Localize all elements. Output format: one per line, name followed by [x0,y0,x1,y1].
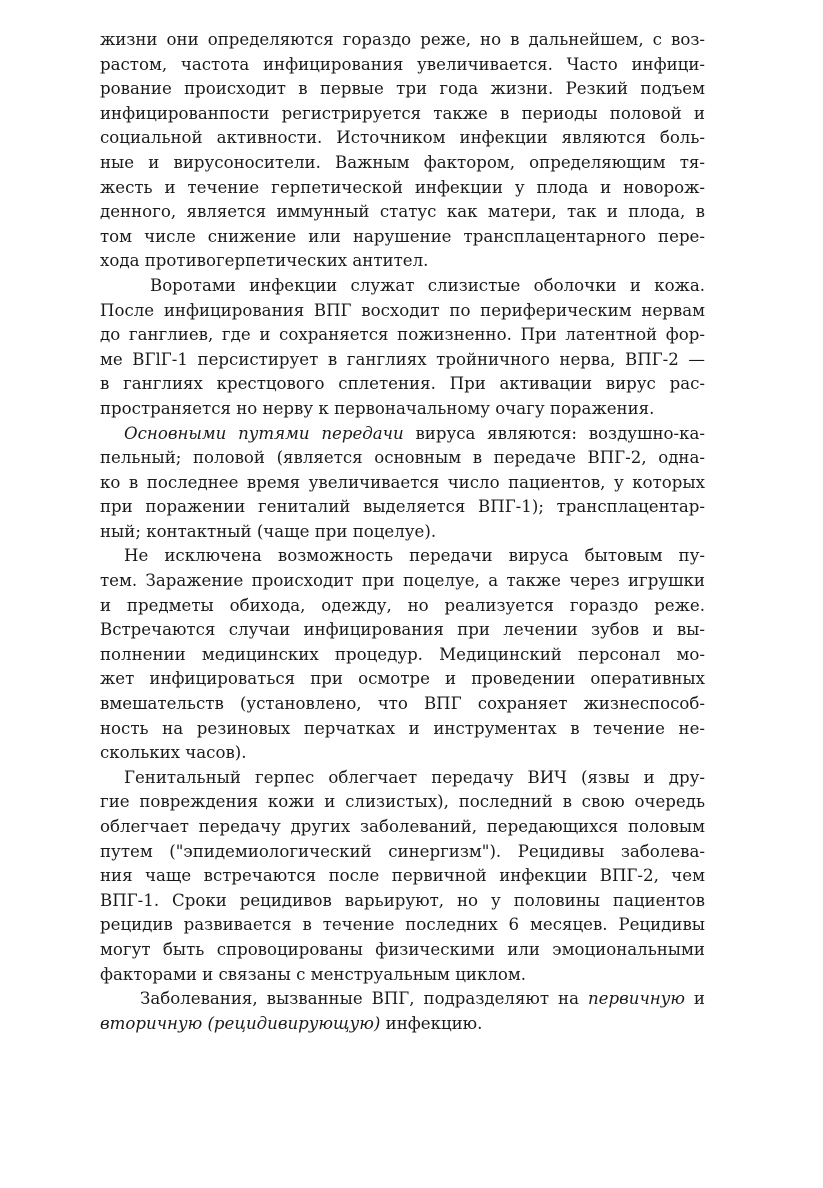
text-line: полнении медицинских процедур. Медицинский персонал мо- [100,644,705,664]
text-line: вмешательств (установлено, что ВПГ сохраняет жизнеспособ- [100,694,705,714]
text-line [100,987,705,1012]
text-line [100,422,705,447]
paragraph-4 [100,544,705,765]
text-line: могут быть спровоцированы физическими или эмоциональными [100,939,705,959]
paragraph-1 [100,28,705,274]
text-line: при поражении гениталий выделяется ВПГ-1); трансплацентар- [100,497,705,517]
text-line: тем. Заражение происходит при поцелуе, а также через игрушки [100,571,705,591]
paragraph-6 [100,987,705,1036]
text-line: рецидив развивается в течение последних 6 месяцев. Рецидивы [100,915,705,935]
text-line: социальной активности. Источником инфекции являются боль- [100,128,705,148]
text-line: рование происходит в первые три года жизни. Резкий подъем [100,79,705,99]
text-line: до ганглиев, где и сохраняется пожизненно. При латентной фор- [100,325,705,345]
paragraph-3 [100,422,705,545]
text-line: инфицированпости регистрируется также в периоды половой и [100,103,705,123]
text-line: растом, частота инфицирования увеличивается. Часто инфици- [100,54,705,74]
text-line: Воротами инфекции служат слизистые оболочки и кожа. [150,275,705,295]
text-fragment: инфекцию. [380,1013,483,1033]
text-line: пространяется но нерву к первоначальному очагу поражения. [100,398,655,418]
text-line: После инфицирования ВПГ восходит по периферическим нервам [100,300,705,320]
text-line: ность на резиновых перчатках и инструментах в течение не- [100,718,705,738]
paragraph-2 [100,274,705,422]
text-line: в ганглиях крестцового сплетения. При активации вирус рас- [100,374,705,394]
text-line: Генитальный герпес облегчает передачу ВИЧ (язвы и дру- [124,767,705,787]
text-line: пельный; половой (является основным в передаче ВПГ-2, одна- [100,448,705,468]
text-line: ме ВГlГ-1 персистирует в ганглиях тройничного нерва, ВПГ-2 — [100,349,705,369]
text-line: ния чаще встречаются после первичной инфекции ВПГ-2, чем [100,866,705,886]
text-line: скольких часов). [100,743,247,763]
text-line: жет инфицироваться при осмотре и проведении оперативных [100,669,705,689]
text-line: ный; контактный (чаще при поцелуе). [100,521,437,541]
italic-phrase: вторичную (рецидивирующую) [100,1013,381,1033]
text-line: Не исключена возможность передачи вируса бытовым пу- [124,546,705,566]
text-line: путем ("эпидемиологический синергизм"). Рецидивы заболева- [100,841,705,861]
text-line: том числе снижение или нарушение трансплацентарного пере- [100,226,705,246]
text-fragment: и [684,989,705,1009]
text-line: гие повреждения кожи и слизистых), последний в свою очередь [100,792,705,812]
text-line: облегчает передачу других заболеваний, передающихся половым [100,817,705,836]
text-line: факторами и связаны с менструальным циклом. [100,964,527,984]
text-line: хода противогерпетических антител. [100,251,429,271]
text-line: Встречаются случаи инфицирования при лечении зубов и вы- [100,620,705,640]
italic-phrase: Основными путями передачи [124,423,404,443]
text-fragment: Заболевания, вызванные ВПГ, подразделяют на [140,989,588,1009]
paragraph-5 [100,766,705,987]
text-line: и предметы обихода, одежду, но реализуется гораздо реже. [100,595,705,615]
text-line: ные и вирусоносители. Важным фактором, определяющим тя- [100,152,705,172]
text-line: денного, является иммунный статус как матери, так и плода, в [100,202,705,222]
text-line: жесть и течение герпетической инфекции у плода и новорож- [100,177,705,197]
text-fragment: вируса являются: воздушно-ка- [403,423,706,443]
text-line [100,1012,705,1037]
text-line: ко в последнее время увеличивается число пациентов, у которых [100,472,705,492]
italic-phrase: первичную [587,989,685,1009]
text-line: жизни они определяются гораздо реже, но в дальнейшем, с воз- [100,30,705,49]
document-page [100,28,705,1036]
text-line: ВПГ-1. Сроки рецидивов варьируют, но у половины пациентов [100,890,705,910]
